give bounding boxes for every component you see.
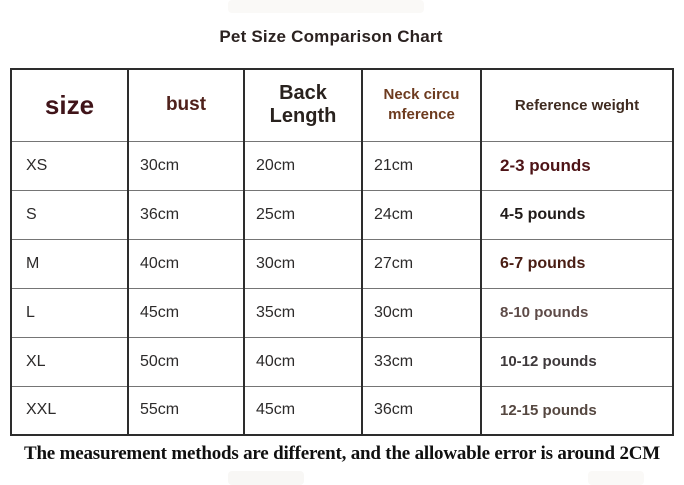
measurement-disclaimer: The measurement methods are different, and the allowable error is around 2CM xyxy=(23,443,661,464)
cell-bust: 40cm xyxy=(128,239,244,288)
cell-weight: 4-5 pounds xyxy=(481,190,673,239)
column-header-bust: bust xyxy=(128,69,244,141)
cell-size: XS xyxy=(11,141,128,190)
cell-weight: 12-15 pounds xyxy=(481,386,673,435)
cell-neck: 33cm xyxy=(362,337,481,386)
cell-neck: 27cm xyxy=(362,239,481,288)
page-title: Pet Size Comparison Chart xyxy=(219,27,443,46)
table-row-m xyxy=(11,239,673,288)
column-header-neck-circumference: Neck circu mference xyxy=(362,69,481,141)
cell-bust: 30cm xyxy=(128,141,244,190)
table-row-xxl xyxy=(11,386,673,435)
table-header-row xyxy=(11,69,673,141)
cell-back-length: 25cm xyxy=(244,190,362,239)
watermark-smudge-bottom-left xyxy=(228,471,304,485)
table-row-xs xyxy=(11,141,673,190)
cell-bust: 50cm xyxy=(128,337,244,386)
cell-weight: 10-12 pounds xyxy=(481,337,673,386)
cell-weight: 8-10 pounds xyxy=(481,288,673,337)
column-header-size: size xyxy=(44,89,95,120)
cell-neck: 30cm xyxy=(362,288,481,337)
cell-bust: 55cm xyxy=(128,386,244,435)
watermark-smudge-bottom-right xyxy=(588,471,644,485)
table-row-xl xyxy=(11,337,673,386)
cell-neck: 21cm xyxy=(362,141,481,190)
cell-size: L xyxy=(11,288,128,337)
column-header-back-length: Back Length xyxy=(244,69,362,141)
cell-bust: 36cm xyxy=(128,190,244,239)
cell-back-length: 30cm xyxy=(244,239,362,288)
cell-weight: 6-7 pounds xyxy=(481,239,673,288)
table-row-l xyxy=(11,288,673,337)
watermark-smudge-top xyxy=(228,0,424,13)
cell-bust: 45cm xyxy=(128,288,244,337)
cell-neck: 36cm xyxy=(362,386,481,435)
column-header-reference-weight: Reference weight xyxy=(481,69,673,141)
cell-size: M xyxy=(11,239,128,288)
cell-back-length: 35cm xyxy=(244,288,362,337)
cell-back-length: 45cm xyxy=(244,386,362,435)
cell-back-length: 20cm xyxy=(244,141,362,190)
cell-weight: 2-3 pounds xyxy=(481,141,673,190)
table-row-s xyxy=(11,190,673,239)
cell-size: XXL xyxy=(11,386,128,435)
cell-back-length: 40cm xyxy=(244,337,362,386)
cell-size: XL xyxy=(11,337,128,386)
cell-neck: 24cm xyxy=(362,190,481,239)
size-chart-table xyxy=(10,68,674,436)
cell-size: S xyxy=(11,190,128,239)
